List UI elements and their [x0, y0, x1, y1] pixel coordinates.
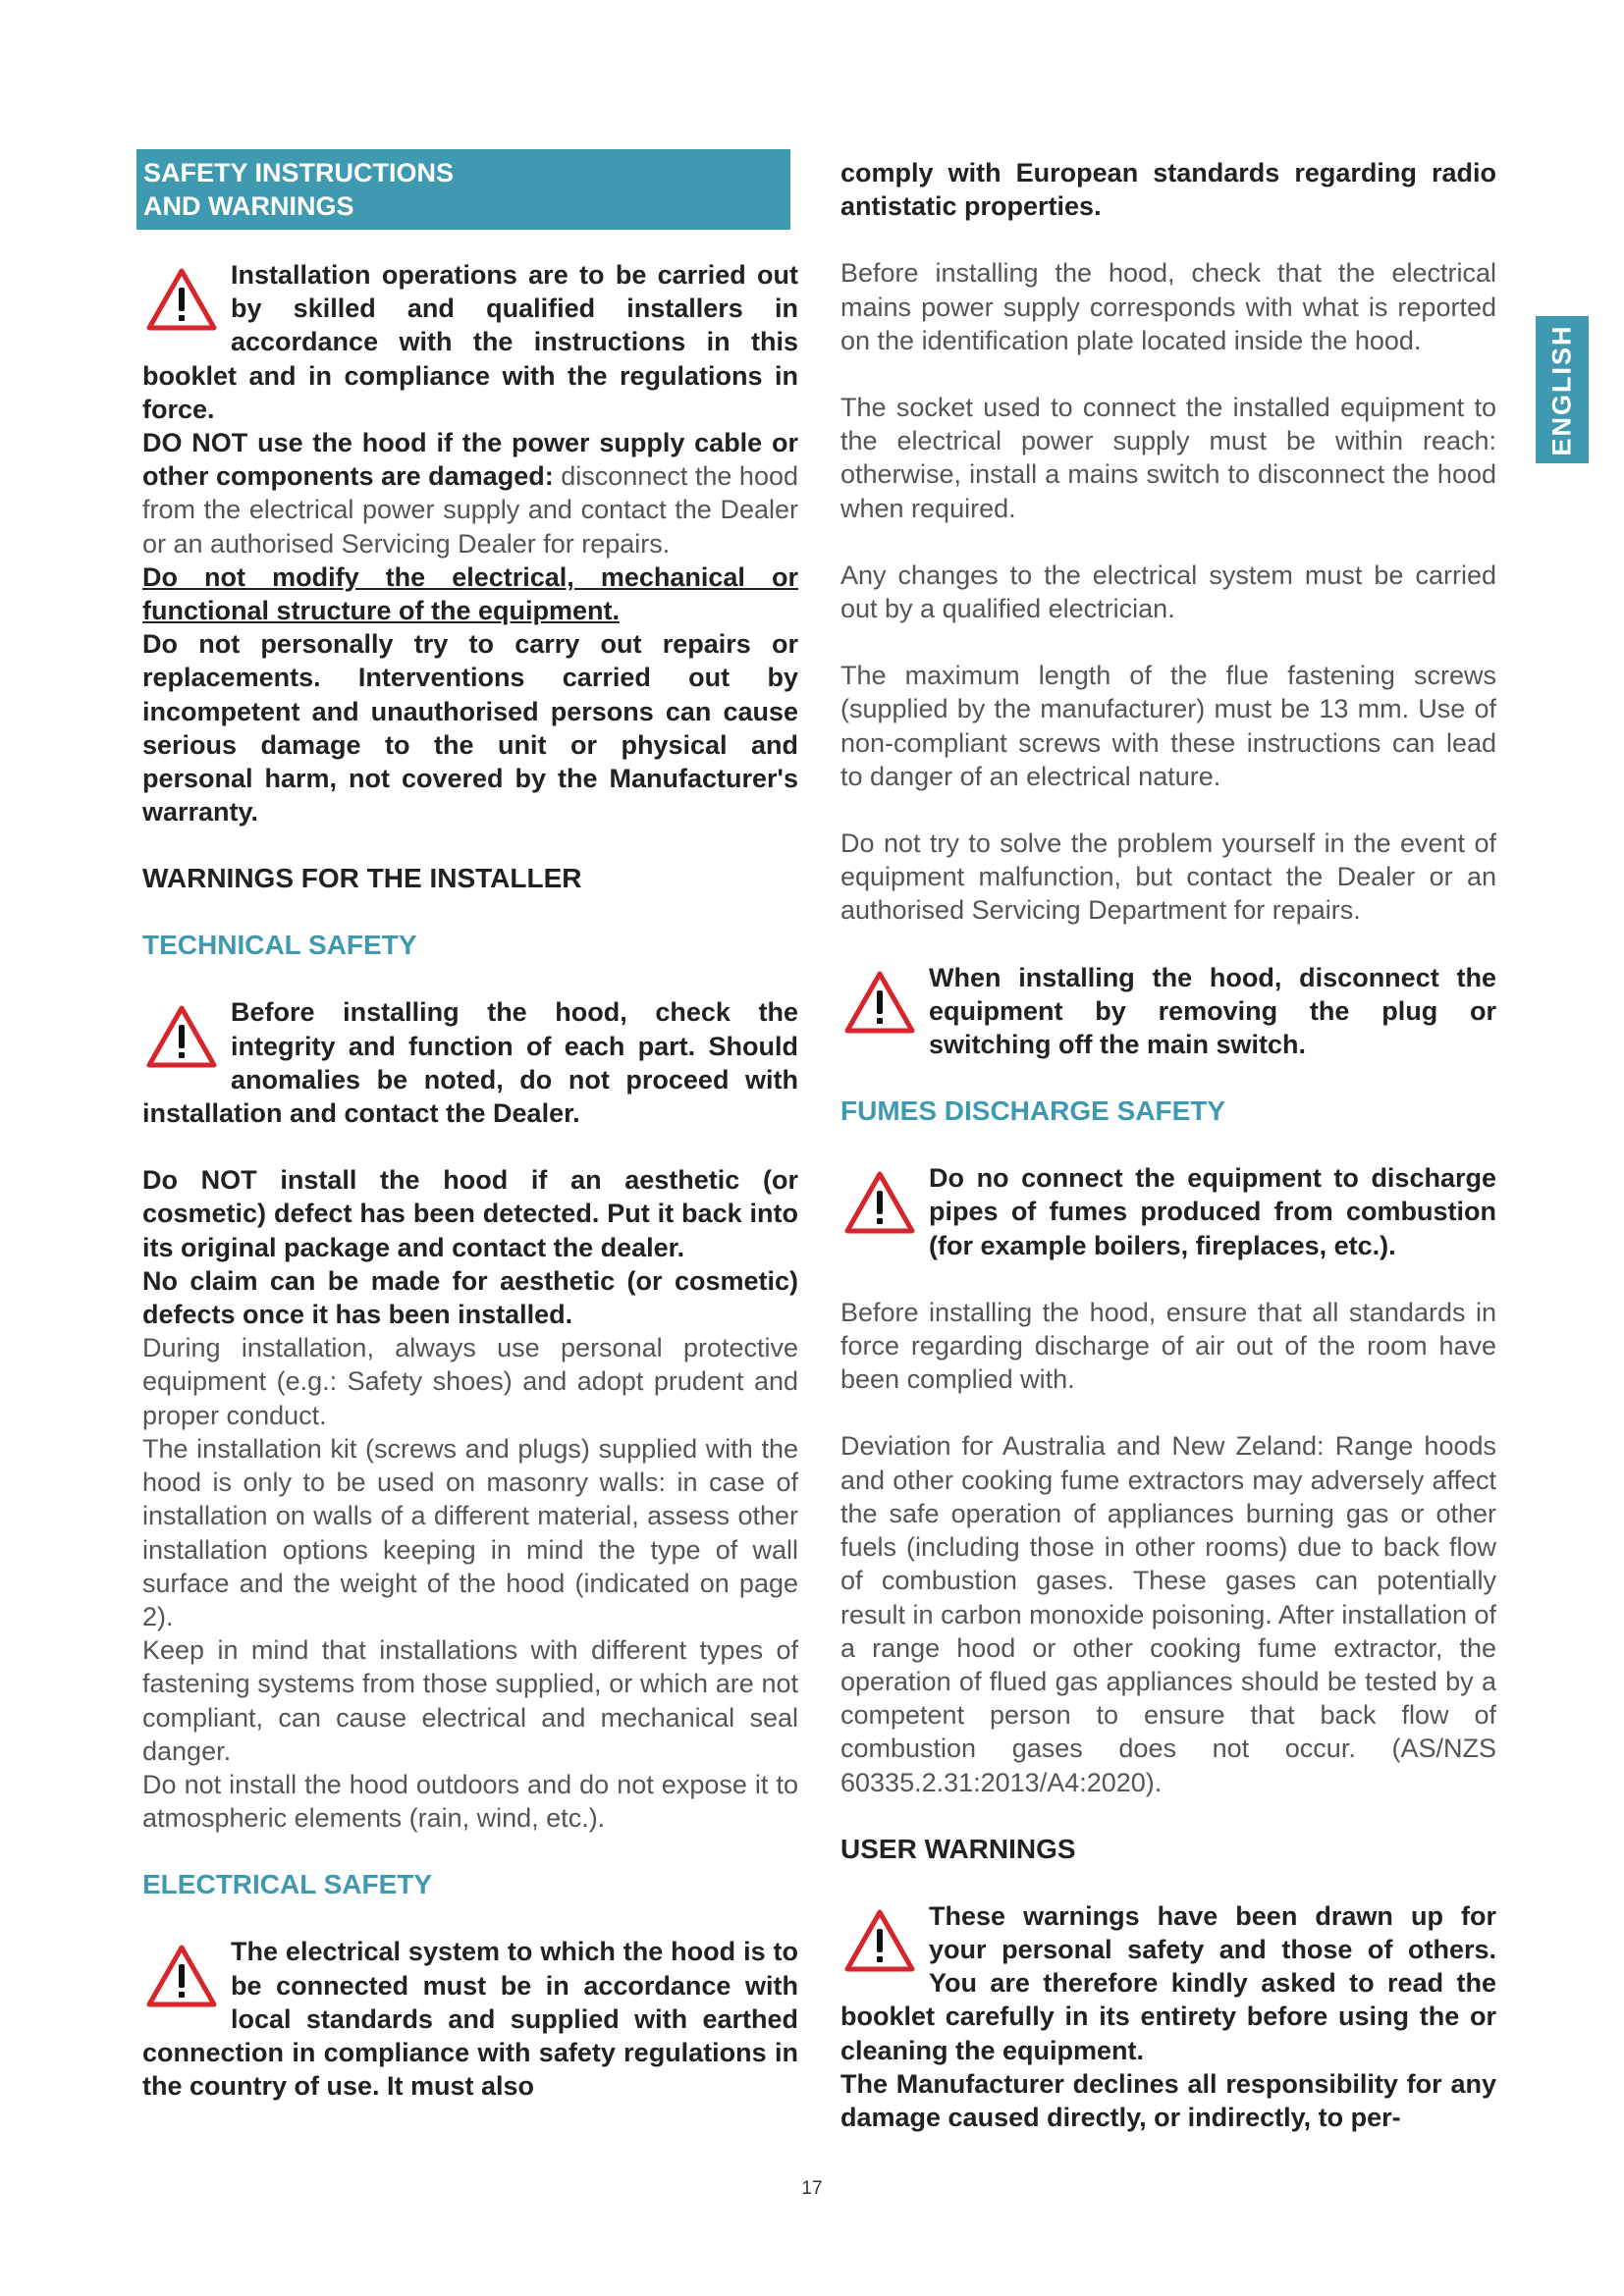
screws-paragraph: The maximum length of the flue fastening screws (supplied by the manufacturer) must be 13 mm. Use of non-compliant screws with these instructions can lead to danger of an electrical nature.	[840, 661, 1496, 791]
warning-triangle-icon	[146, 1945, 217, 2007]
page-number: 17	[801, 2178, 823, 2199]
comply-paragraph: comply with European standards regarding radio antistatic properties.	[840, 158, 1496, 222]
aesthetic-defect-paragraph: Do NOT install the hood if an aesthetic (or cosmetic) defect has been detected. Put it back into its original package and contact the dealer.	[142, 1165, 798, 1262]
electrical-safety-heading: ELECTRICAL SAFETY	[142, 1869, 433, 1900]
warning-text-installers: Installation operations are to be carried out by skilled and qualified installers in accordance with the instructions in this booklet and in compliance with the regulations in force.	[142, 260, 798, 424]
language-tab	[1536, 316, 1589, 463]
warning-triangle-icon	[844, 1171, 915, 1234]
donot-use-light: disconnect the hood from the electrical power supply and contact the Dealer or an authorised Servicing Dealer for repairs.	[142, 461, 798, 559]
changes-paragraph: Any changes to the electrical system must be carried out by a qualified electrician.	[840, 560, 1496, 624]
warning-triangle-icon	[146, 1005, 217, 1068]
warning-text-user: These warnings have been drawn up for your personal safety and those of others. You are therefore kindly asked to read the booklet carefully in its entirety before using the or cleaning the equipment.	[840, 1900, 1496, 2065]
fastening-paragraph: Keep in mind that installations with different types of fastening systems from those supplied, or which are not compliant, can cause electrical and mechanical seal danger.	[142, 1635, 798, 1766]
donot-repair-paragraph: Do not personally try to carry out repairs or replacements. Interventions carried out by incompetent and unauthorised persons can cause serious damage to the unit or physical and personal harm, not covered by the Manufacturer's warranty.	[142, 629, 798, 828]
australia-paragraph: Deviation for Australia and New Zeland: Range hoods and other cooking fume extractors may adversely affect the safe operation of appliances burning gas or other fuels (including those in other rooms) due to back flow of combustion gases. These gases can potentially result in carbon monoxide poisoning. After installation of a range hood or other cooking fume extractor, the operation of flued gas appliances should be tested by a competent person to ensure that back flow of combustion gases does not occur. (AS/NZS 60335.2.31:2013/A4:2020).	[840, 1431, 1496, 1797]
warning-text-electrical: The electrical system to which the hood is to be connected must be in accordance with local standards and supplied with earthed connection in compliance with safety regulations in the country of use. It must also	[142, 1937, 798, 2102]
socket-paragraph: The socket used to connect the installed equipment to the electrical power supply must be within reach: otherwise, install a mains switch to disconnect the hood when required.	[840, 393, 1496, 523]
donot-use-bold: DO NOT use the hood if the power supply cable or other components are damaged:	[142, 428, 798, 492]
fumes-safety-heading: FUMES DISCHARGE SAFETY	[840, 1095, 1226, 1127]
left-column	[142, 149, 798, 2103]
manufacturer-paragraph: The Manufacturer declines all responsibility for any damage caused directly, or indirectly, to per-	[840, 2068, 1496, 2132]
section-header-line1: SAFETY INSTRUCTIONS	[143, 158, 455, 187]
malfunction-paragraph: Do not try to solve the problem yourself in the event of equipment malfunction, but contact the Dealer or an authorised Servicing Department for repairs.	[840, 828, 1496, 926]
installation-kit-paragraph: The installation kit (screws and plugs) supplied with the hood is only to be used on masonry walls: in case of installation on walls of a different material, assess other installation options keeping in mind the type of wall surface and the weight of the hood (indicated on page 2).	[142, 1433, 798, 1631]
installer-warnings-heading: WARNINGS FOR THE INSTALLER	[142, 863, 582, 894]
section-header	[136, 149, 790, 230]
warning-text-disconnect: When installing the hood, disconnect the equipment by removing the plug or switching off the main switch.	[929, 962, 1496, 1060]
warning-triangle-icon	[844, 971, 915, 1034]
warning-block-fumes	[840, 1161, 1496, 1262]
technical-safety-heading: TECHNICAL SAFETY	[142, 930, 417, 961]
outdoors-paragraph: Do not install the hood outdoors and do not expose it to atmospheric elements (rain, wind, etc.).	[142, 1769, 798, 1834]
user-warnings-heading: USER WARNINGS	[840, 1833, 1076, 1864]
donot-modify-paragraph: Do not modify the electrical, mechanical or functional structure of the equipment.	[142, 561, 798, 626]
section-header-line2: AND WARNINGS	[143, 191, 354, 221]
donot-use-paragraph	[142, 426, 798, 561]
right-column	[840, 149, 1496, 2134]
language-tab-label: ENGLISH	[1546, 323, 1577, 456]
warning-triangle-icon	[146, 268, 217, 331]
warning-text-fumes: Do no connect the equipment to discharge pipes of fumes produced from combustion (for example boilers, fireplaces, etc.).	[929, 1163, 1496, 1260]
warning-block-electrical	[142, 1935, 798, 2103]
warning-block-installers	[142, 258, 798, 426]
mains-paragraph: Before installing the hood, check that the electrical mains power supply corresponds with what is reported on the identification plate located inside the hood.	[840, 258, 1496, 355]
warning-block-integrity	[142, 995, 798, 1130]
aesthetic-claim-paragraph: No claim can be made for aesthetic (or cosmetic) defects once it has been installed.	[142, 1265, 798, 1330]
warning-block-user	[840, 1899, 1496, 2067]
ppe-paragraph: During installation, always use personal protective equipment (e.g.: Safety shoes) and adopt prudent and proper conduct.	[142, 1333, 798, 1430]
warning-triangle-icon	[844, 1909, 915, 1972]
standards-paragraph: Before installing the hood, ensure that all standards in force regarding discharge of air out of the room have been complied with.	[840, 1297, 1496, 1395]
warning-block-disconnect	[840, 961, 1496, 1062]
warning-text-integrity: Before installing the hood, check the integrity and function of each part. Should anomalies be noted, do not proceed with installation and contact the Dealer.	[142, 997, 798, 1129]
